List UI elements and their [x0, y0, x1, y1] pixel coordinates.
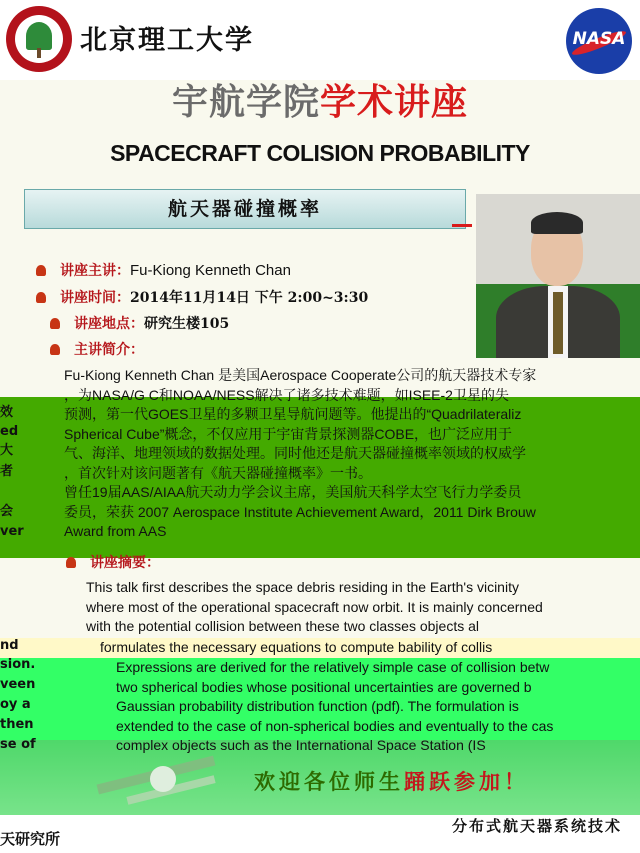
time-line — [36, 287, 368, 307]
left-fragment: ed — [0, 424, 19, 439]
place-value: 研究生楼105 — [144, 316, 230, 332]
left-fragment: oy a — [0, 697, 31, 712]
bio-line: ，为NASA/G C和NOAA/NESS解决了诸多技术难题，如ISEE-2卫星的失 — [64, 386, 509, 403]
bio-line: 气、海洋、地理领域的数据处理。同时他还是航天器碰撞概率领域的权威学 — [64, 445, 526, 461]
left-fragment: sion. — [0, 657, 36, 672]
bio-label: 主讲简介： — [74, 342, 144, 358]
nasa-logo-icon: NASA — [566, 8, 632, 74]
welcome-message — [254, 766, 529, 796]
leaf-bullet-icon — [50, 344, 60, 355]
footer-right-text: 分布式航天器系统技术 — [452, 817, 623, 835]
bio-line: 曾任19届AAS/AIAA航天动力学会议主席，美国航天科学太空飞行力学委员 — [64, 484, 522, 500]
speaker-value: Fu-Kiong Kenneth Chan — [130, 262, 291, 279]
left-fragment: then — [0, 717, 34, 732]
left-fragment: 会 — [0, 504, 14, 519]
abstract-label: 讲座摘要： — [90, 555, 160, 571]
bio-text — [64, 366, 640, 542]
bio-line: Spherical Cube”概念，不仅应用于宇宙背景探测器COBE，也广泛应用于 — [64, 425, 513, 442]
title-part-1: 宇航学院 — [171, 82, 320, 123]
time-value: 2014年11月14日 下午 2:00~3:30 — [130, 290, 369, 306]
bio-line: 委员，荣获 2007 Aerospace Institute Achievement Award，2011 Dirk Brouw — [64, 503, 536, 520]
abstract-line: with the potential collision between these two classes objects al — [86, 618, 479, 634]
chinese-subtitle-box: 航天器碰撞概率 — [24, 189, 466, 229]
title-part-2: 学术讲座 — [320, 82, 469, 123]
left-fragment: ver — [0, 524, 24, 539]
abstract-block-3 — [116, 658, 640, 756]
university-seal-icon — [6, 6, 72, 72]
abstract-line: Gaussian probability distribution function (pdf). The formulation is — [116, 698, 519, 714]
abstract-line: extended to the case of non-spherical bodies and eventually to the cas — [116, 717, 554, 734]
left-fragment: nd — [0, 638, 19, 653]
leaf-bullet-icon — [50, 318, 60, 329]
english-title: SPACECRAFT COLISION PROBABILITY — [110, 140, 530, 166]
abstract-line: Expressions are derived for the relatively simple case of collision betw — [116, 659, 550, 675]
leaf-bullet-icon — [36, 265, 46, 276]
left-fragment: 者 — [0, 464, 14, 479]
page-title — [0, 74, 640, 125]
bio-line: ，首次针对该问题著有《航天器碰撞概率》一书。 — [64, 464, 372, 481]
leaf-bullet-icon — [36, 292, 46, 303]
bio-line: Award from AAS — [64, 523, 167, 539]
left-fragment: se of — [0, 737, 36, 752]
left-fragment: 效 — [0, 405, 14, 420]
abstract-block-2 — [100, 638, 640, 658]
speaker-line — [36, 260, 291, 280]
footer-left-text: 天研究所 — [0, 830, 61, 848]
welcome-part-1: 欢迎各位师生 — [254, 769, 404, 794]
speaker-label: 讲座主讲： — [60, 263, 130, 279]
place-line — [50, 313, 229, 333]
arrow-icon — [452, 224, 472, 227]
abstract-line: formulates the necessary equations to compute bability of collis — [100, 639, 493, 655]
place-label: 讲座地点： — [74, 316, 144, 332]
welcome-part-2: 踊跃参加！ — [404, 769, 529, 794]
speaker-photo — [476, 194, 640, 358]
university-name: 北京理工大学 — [80, 25, 254, 56]
bio-line: 预测，第一代GOES卫星的多颗卫星导航问题等。他提出的“Quadrilateraliz — [64, 406, 522, 422]
abstract-block-1 — [86, 578, 640, 637]
time-label: 讲座时间： — [60, 290, 130, 306]
abstract-line: complex objects such as the International Space Station (IS — [116, 737, 486, 753]
left-fragment: veen — [0, 677, 36, 692]
bio-heading — [50, 339, 144, 359]
abstract-heading — [66, 552, 160, 572]
abstract-line: where most of the operational spacecraft now orbit. It is mainly concerned — [86, 598, 543, 615]
satellite-icon — [86, 748, 236, 808]
leaf-bullet-icon — [66, 557, 76, 568]
left-fragment: 大 — [0, 443, 14, 458]
bio-line: Fu-Kiong Kenneth Chan 是美国Aerospace Cooperate公司的航天器技术专家 — [64, 367, 537, 383]
abstract-line: This talk first describes the space debris residing in the Earth's vicinity — [86, 579, 519, 595]
abstract-line: two spherical bodies whose positional uncertainties are governed b — [116, 678, 532, 695]
